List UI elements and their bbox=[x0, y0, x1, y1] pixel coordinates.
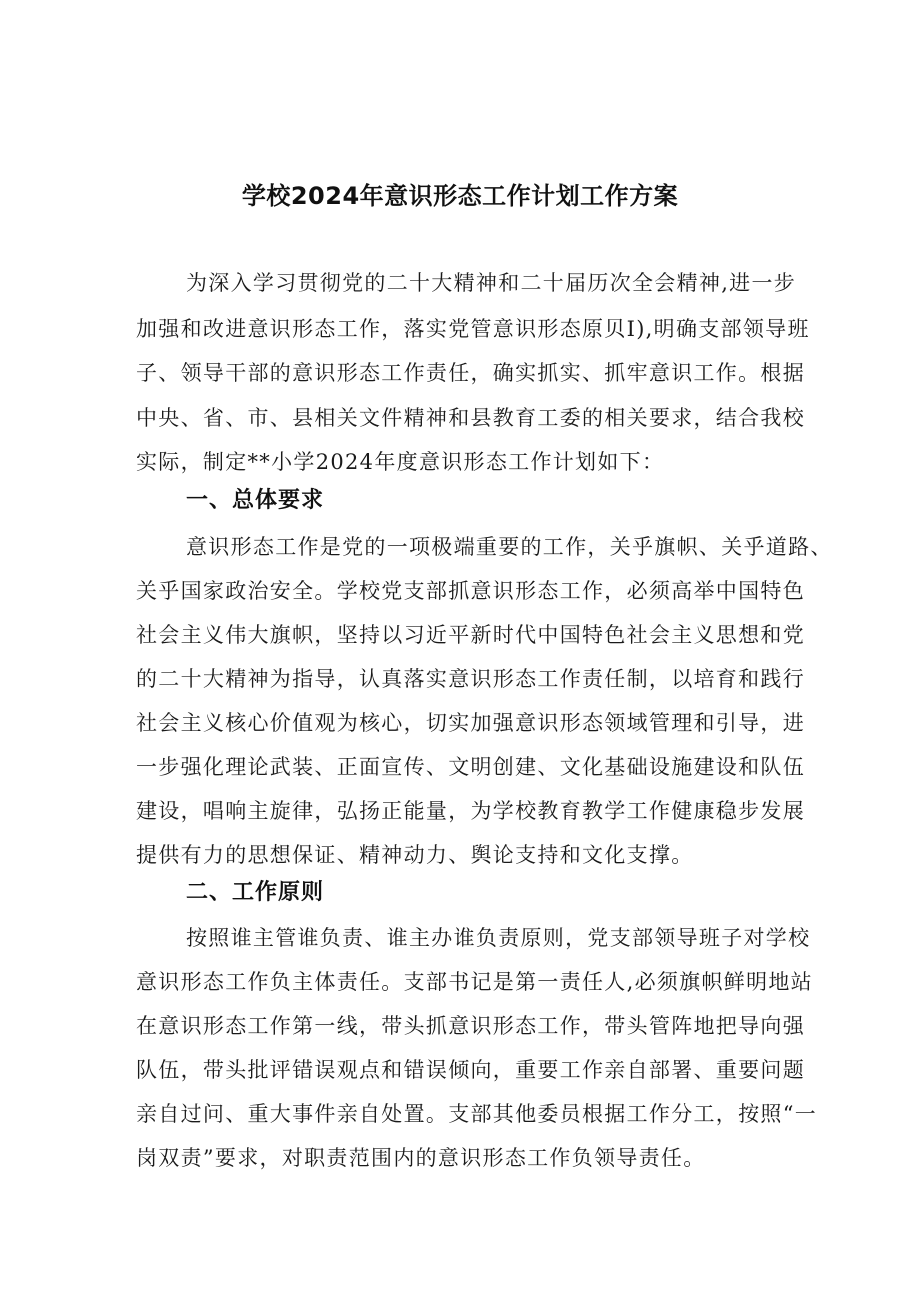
section1-line: 关乎国家政治安全。学校党支部抓意识形态工作，必须高举中国特色 bbox=[136, 579, 805, 603]
document-title: 学校2024年意识形态工作计划工作方案 bbox=[241, 182, 679, 210]
section2-line: 队伍，带头批评错误观点和错误倾向，重要工作亲自部署、重要问题 bbox=[136, 1058, 805, 1082]
intro-line: 为深入学习贯彻党的二十大精神和二十届历次全会精神,进一步 bbox=[186, 271, 797, 295]
section1-line: 建设，唱响主旋律，弘扬正能量，为学校教育教学工作健康稳步发展 bbox=[136, 799, 805, 823]
intro-line: 加强和改进意识形态工作，落实党管意识形态原贝I),明确支部领导班 bbox=[136, 317, 810, 341]
section-heading-work-principles: 二、工作原则 bbox=[186, 880, 325, 905]
section1-line: 的二十大精神为指导，认真落实意识形态工作责任制，以培育和践行 bbox=[136, 667, 805, 691]
intro-line: 实际，制定**小学2024年度意识形态工作计划如下： bbox=[136, 450, 665, 474]
section2-line: 岗双责”要求，对职责范围内的意识形态工作负领导责任。 bbox=[136, 1146, 706, 1170]
section1-line: 社会主义伟大旗帜，坚持以习近平新时代中国特色社会主义思想和党 bbox=[136, 623, 805, 647]
section2-line: 意识形态工作负主体责任。支部书记是第一责任人,必须旗帜鲜明地站 bbox=[136, 970, 813, 994]
section2-line: 亲自过问、重大事件亲自处置。支部其他委员根据工作分工，按照“一 bbox=[136, 1102, 818, 1126]
section1-line: 提供有力的思想保证、精神动力、舆论支持和文化支撑。 bbox=[136, 843, 694, 867]
section1-line: 一步强化理论武装、正面宣传、文明创建、文化基础设施建设和队伍 bbox=[136, 755, 805, 779]
section1-line: 意识形态工作是党的一项极端重要的工作，关乎旗帜、关乎道路、 bbox=[186, 535, 833, 559]
section-heading-general-requirements: 一、总体要求 bbox=[186, 488, 325, 513]
section1-line: 社会主义核心价值观为核心，切实加强意识形态领域管理和引导，进 bbox=[136, 711, 805, 735]
section2-line: 按照谁主管谁负责、谁主办谁负责原则，党支部领导班子对学校 bbox=[186, 926, 811, 950]
intro-line: 中央、省、市、县相关文件精神和县教育工委的相关要求，结合我校 bbox=[136, 406, 805, 430]
intro-line: 子、领导干部的意识形态工作责任，确实抓实、抓牢意识工作。根据 bbox=[136, 361, 805, 385]
section2-line: 在意识形态工作第一线，带头抓意识形态工作，带头管阵地把导向强 bbox=[136, 1014, 805, 1038]
